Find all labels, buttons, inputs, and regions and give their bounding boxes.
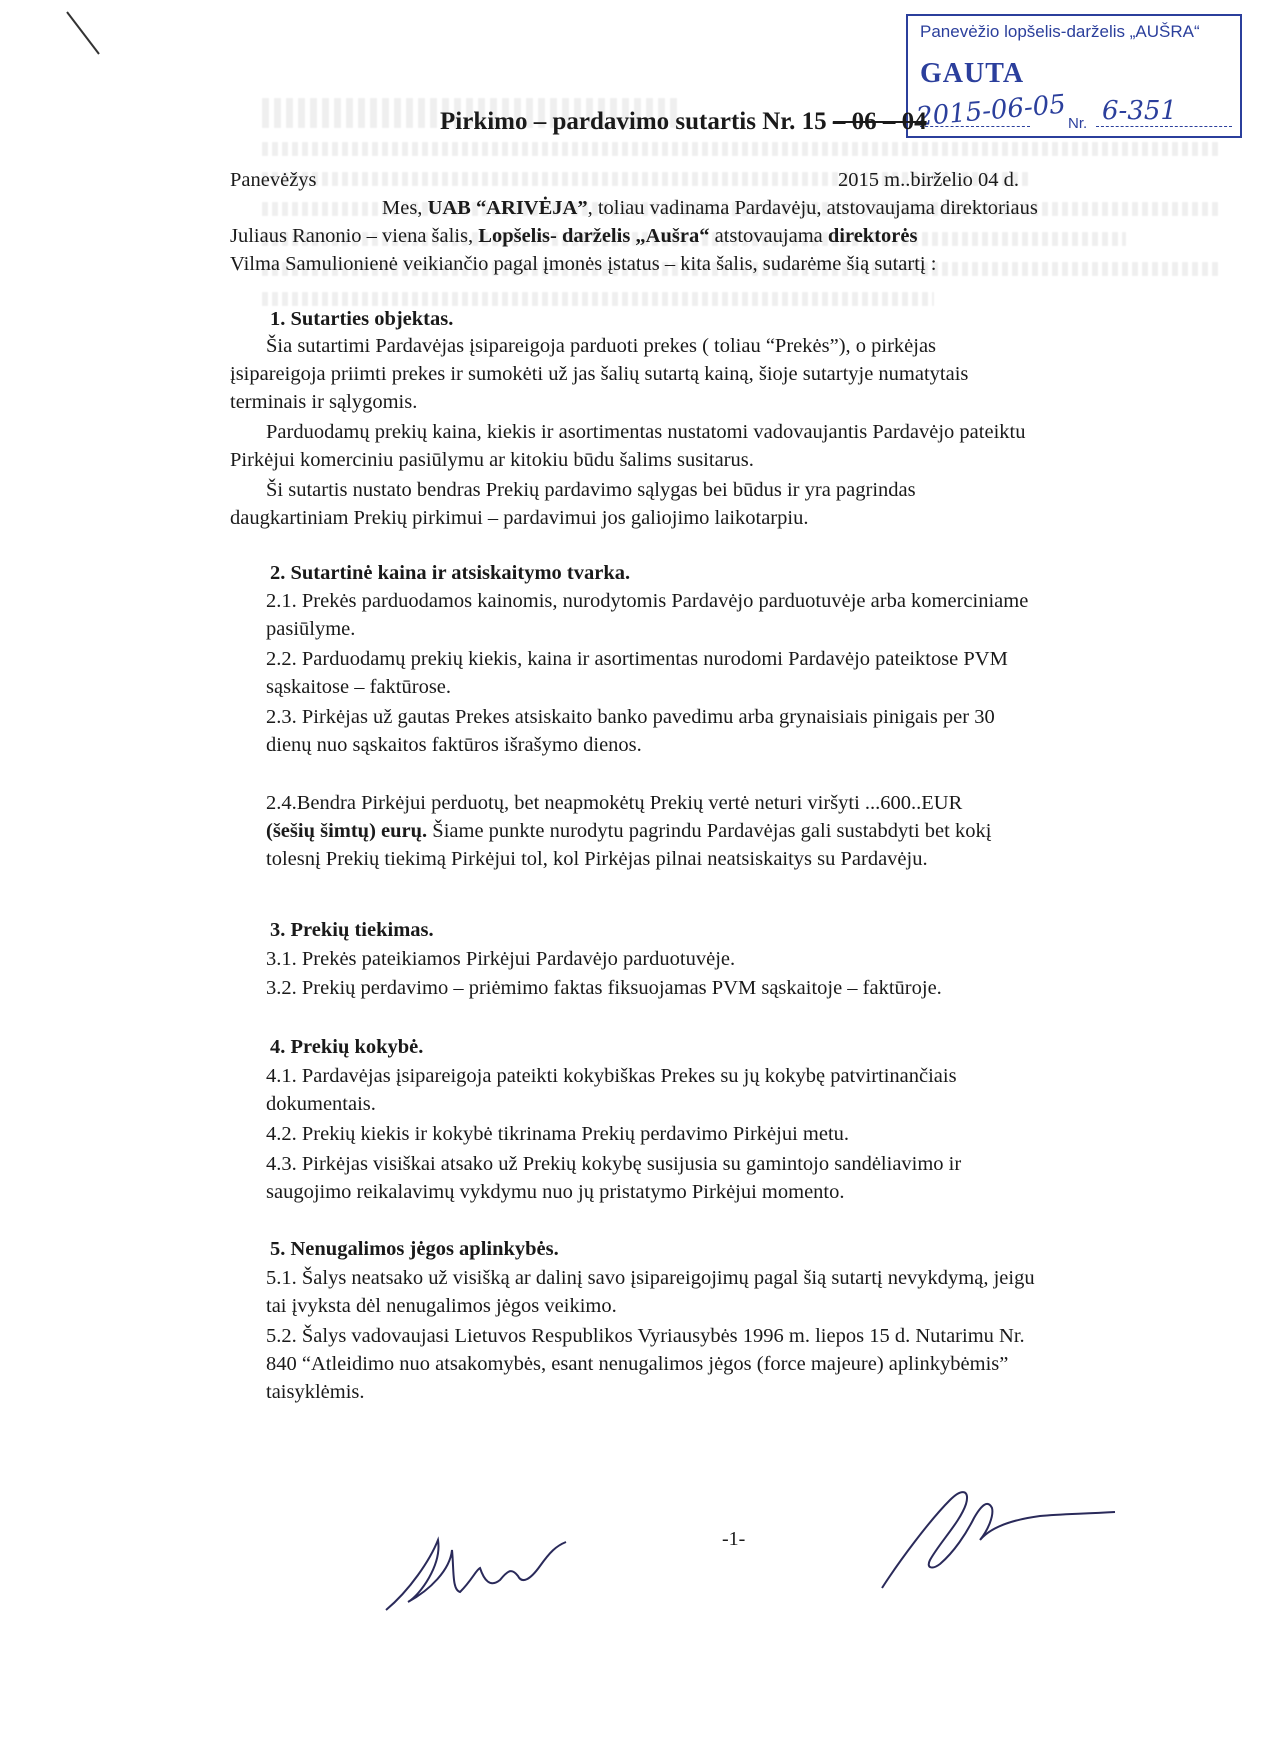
s2-line: pasiūlyme.	[266, 618, 356, 640]
s1-line: Ši sutartis nustato bendras Prekių pardavimo sąlygas bei būdus ir yra pagrindas	[266, 479, 916, 501]
s1-line: Parduodamų prekių kaina, kiekis ir asortimentas nustatomi vadovaujantis Pardavėjo pateiktu	[266, 421, 1026, 443]
header-city: Panevėžys	[230, 169, 317, 191]
intro-line-2: Juliaus Ranonio – viena šalis, Lopšelis- darželis „Aušra“ atstovaujama direktorės	[230, 225, 918, 247]
section-3-heading: 3. Prekių tiekimas.	[270, 919, 434, 941]
s4-line: 4.2. Prekių kiekis ir kokybė tikrinama Prekių perdavimo Pirkėjui metu.	[266, 1123, 850, 1145]
s1-line: Šia sutartimi Pardavėjas įsipareigoja parduoti prekes ( toliau “Prekės”), o pirkėjas	[266, 335, 937, 357]
intro-line-3: Vilma Samulionienė veikiančio pagal įmonės įstatus – kita šalis, sudarėme šią sutartį :	[230, 253, 937, 275]
s5-line: tai įvyksta dėl nenugalimos jėgos veikimo.	[266, 1295, 617, 1317]
received-stamp	[906, 14, 1242, 138]
s5-line: 5.2. Šalys vadovaujasi Lietuvos Respublikos Vyriausybės 1996 m. liepos 15 d. Nutarimu Nr.	[266, 1325, 1025, 1347]
s2-line: 2.3. Pirkėjas už gautas Prekes atsiskaito banko pavedimu arba grynaisiais pinigais per 30	[266, 706, 995, 728]
signature-right	[870, 1470, 1120, 1600]
s5-line: taisyklėmis.	[266, 1381, 365, 1403]
section-2-heading: 2. Sutartinė kaina ir atsiskaitymo tvarka.	[270, 562, 631, 584]
section-5-heading: 5. Nenugalimos jėgos aplinkybės.	[270, 1238, 559, 1260]
header-date: 2015 m..birželio 04 d.	[838, 169, 1020, 191]
stamp-number: 6-351	[1102, 96, 1177, 126]
s4-line: dokumentais.	[266, 1093, 376, 1115]
s4-line: 4.3. Pirkėjas visiškai atsako už Prekių kokybę susijusia su gamintojo sandėliavimo ir	[266, 1153, 962, 1175]
signature-left	[380, 1510, 580, 1620]
title-text: Pirkimo – pardavimo sutartis Nr. 15	[440, 108, 833, 135]
s4-line: saugojimo reikalavimų vykdymu nuo jų pristatymo Pirkėjui momento.	[266, 1181, 845, 1203]
s2-line: 2.2. Parduodamų prekių kiekis, kaina ir asortimentas nurodomi Pardavėjo pateiktose PVM	[266, 648, 1008, 670]
s1-line: įsipareigoja priimti prekes ir sumokėti už jas šalių sutartą kainą, šioje sutartyje numatytais	[230, 363, 969, 385]
s3-line: 3.1. Prekės pateikiamos Pirkėjui Pardavėjo parduotuvėje.	[266, 948, 736, 970]
s5-line: 840 “Atleidimo nuo atsakomybės, esant nenugalimos jėgos (force majeure) aplinkybėmis”	[266, 1353, 1009, 1375]
section-4-heading: 4. Prekių kokybė.	[270, 1036, 424, 1058]
s4-line: 4.1. Pardavėjas įsipareigoja pateikti kokybiškas Prekes su jų kokybę patvirtinančiais	[266, 1065, 957, 1087]
s1-line: Pirkėjui komerciniu pasiūlymu ar kitokiu būdu šalims susitarus.	[230, 449, 754, 471]
stamp-number-label: Nr.	[1068, 115, 1088, 132]
s2-line: dienų nuo sąskaitos faktūros išrašymo dienos.	[266, 734, 642, 756]
s2-line: (šešių šimtų) eurų. Šiame punkte nurodytu pagrindu Pardavėjas gali sustabdyti bet kokį	[266, 820, 992, 842]
intro-line-1: Mes, UAB “ARIVĖJA”, toliau vadinama Pardavėju, atstovaujama direktoriaus	[382, 197, 1038, 219]
page-number: -1-	[722, 1528, 746, 1550]
stamp-received-label: GAUTA	[920, 58, 1025, 89]
s5-line: 5.1. Šalys neatsako už visišką ar dalinį savo įsipareigojimų pagal šią sutartį nevykdymą, jeigu	[266, 1267, 1035, 1289]
s1-line: terminais ir sąlygomis.	[230, 391, 418, 413]
section-1-heading: 1. Sutarties objektas.	[270, 308, 454, 330]
s3-line: 3.2. Prekių perdavimo – priėmimo faktas fiksuojamas PVM sąskaitoje – faktūroje.	[266, 977, 942, 999]
s2-line: 2.4.Bendra Pirkėjui perduotų, bet neapmokėtų Prekių vertė neturi viršyti ...600..EUR	[266, 792, 963, 814]
page-title	[440, 108, 927, 136]
title-struck-number: – 06 – 04	[832, 108, 927, 135]
s2-line: sąskaitose – faktūrose.	[266, 676, 452, 698]
s1-line: daugkartiniam Prekių pirkimui – pardavimui jos galiojimo laikotarpiu.	[230, 507, 809, 529]
stamp-date: 2015-06-05	[914, 89, 1067, 133]
s2-line: 2.1. Prekės parduodamos kainomis, nurodytomis Pardavėjo parduotuvėje arba komerciniame	[266, 590, 1029, 612]
s2-line: tolesnį Prekių tiekimą Pirkėjui tol, kol Pirkėjas pilnai neatsiskaitys su Pardavėju.	[266, 848, 928, 870]
stamp-organization: Panevėžio lopšelis-darželis „AUŠRA“	[920, 22, 1200, 41]
pen-mark-icon	[65, 10, 105, 60]
